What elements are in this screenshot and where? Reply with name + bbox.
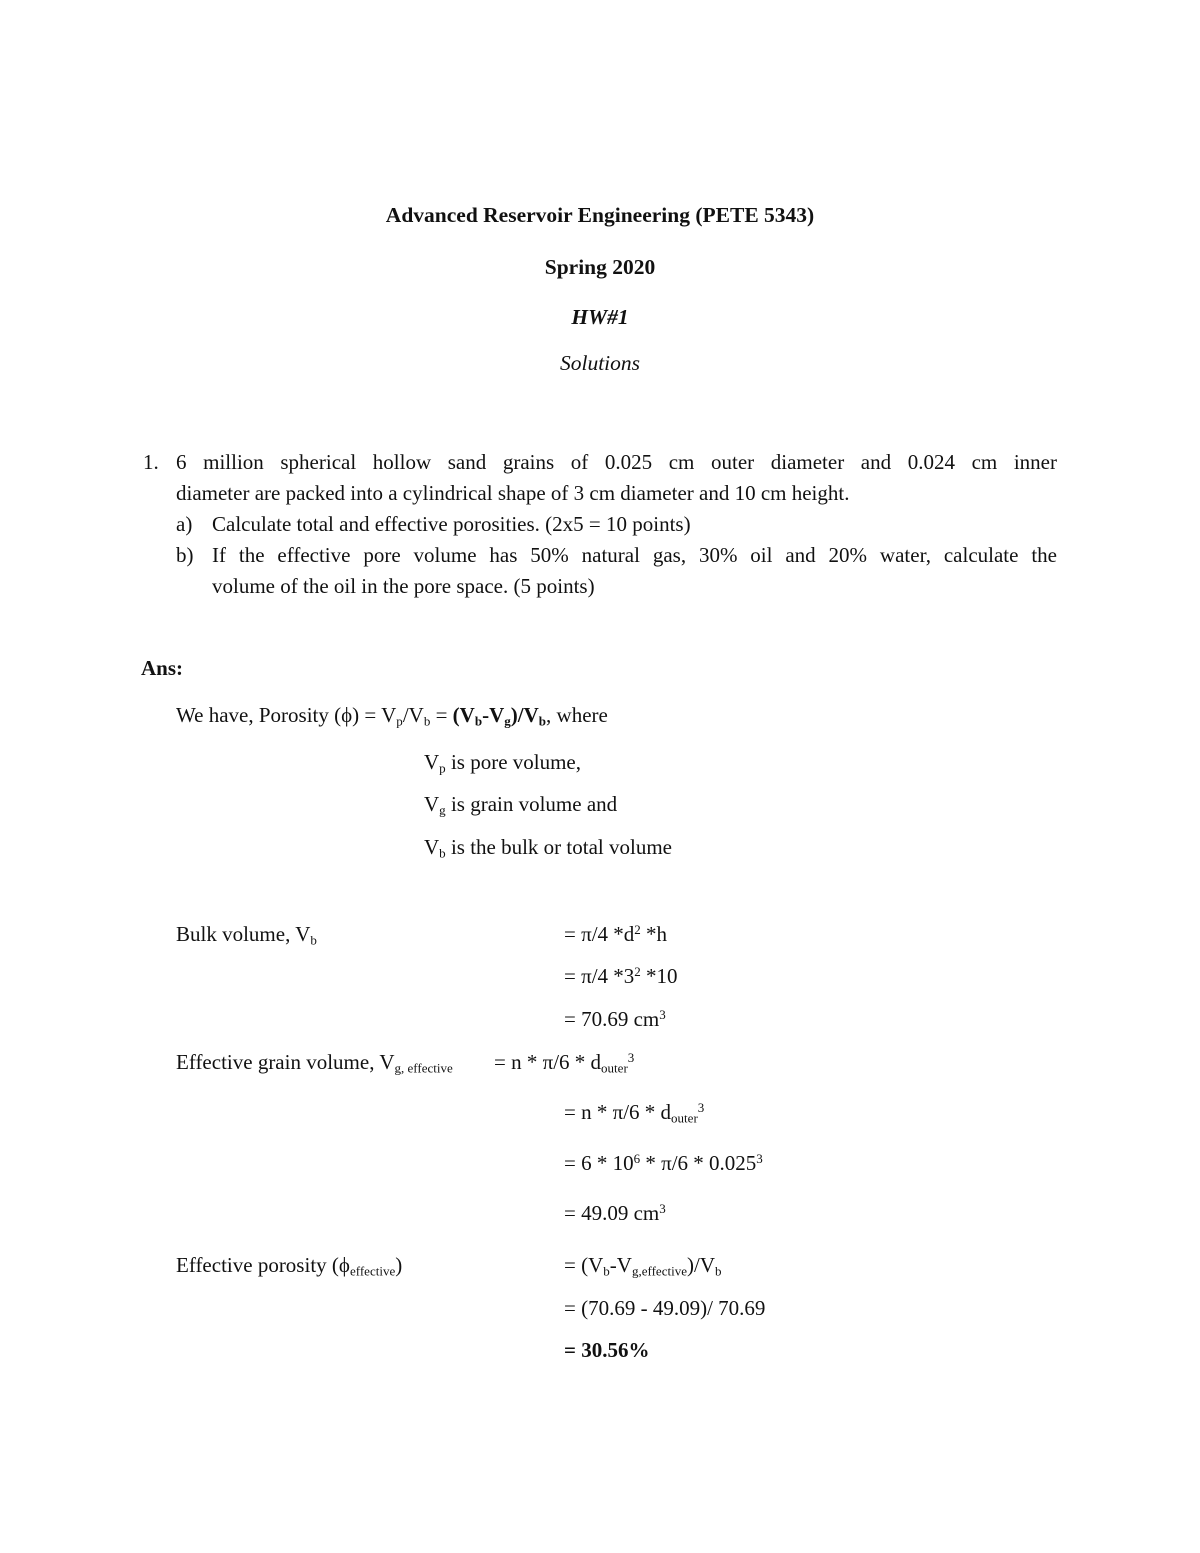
effective-porosity-step-2: = (70.69 - 49.09)/ 70.69 [564, 1296, 766, 1320]
question-line-2: diameter are packed into a cylindrical shape of 3 cm diameter and 10 cm height. [176, 481, 850, 505]
grain-volume-step-2: = n * $\pi/6 * d_{outer}^3$ [564, 1099, 705, 1126]
part-b-label: b) [176, 543, 194, 567]
question-number: 1. [143, 450, 159, 474]
homework-number: HW#1 [571, 305, 629, 329]
part-b-line-2: volume of the oil in the pore space. (5 points) [212, 574, 595, 598]
effective-porosity-label: Effective porosity $(\phi_{effective})$ [176, 1253, 403, 1279]
part-a-text: Calculate total and effective porosities. (2x5 = 10 points) [212, 512, 691, 536]
grain-volume-result: = 49.09 $cm^3$ [564, 1200, 666, 1225]
bulk-volume-step-1: = π/4 $*d^2$ *h [564, 921, 668, 946]
document-title: Advanced Reservoir Engineering (PETE 5343) [385, 203, 815, 227]
part-b-line-1: If the effective pore volume has 50% natural gas, 30% oil and 20% water, calculate the [212, 543, 1057, 567]
grain-volume-step-1: = n * $\pi/6 * d_{outer}^3$ [494, 1049, 635, 1076]
bulk-volume-result: = 70.69 $cm^3$ [564, 1006, 666, 1031]
effective-porosity-result: = 30.56% [564, 1338, 650, 1362]
definition-bulk-volume: $V_b$ is the bulk or total volume [424, 835, 672, 861]
definition-pore-volume: $V_p$ is pore volume, [424, 750, 581, 776]
question-line-1: 6 million spherical hollow sand grains of 0.025 cm outer diameter and 0.024 cm inner [176, 450, 1057, 474]
porosity-definition: We have, Porosity $(\phi) = V_p/V_b = (V_b-V_g)/V_b$, where [176, 703, 608, 729]
grain-volume-label: Effective grain volume, $V_{g, effective}$ [176, 1050, 453, 1076]
effective-porosity-step-1: = $(V_b-V_{g,effective})/V_b$ [564, 1253, 722, 1279]
grain-volume-step-3: = $6 * 10^6 * \pi/6 * 0.025^3$ [564, 1150, 763, 1175]
bulk-volume-label: Bulk volume, $V_b$ [176, 922, 317, 948]
bulk-volume-step-2: = π/4 $*3^2$ *10 [564, 963, 678, 988]
part-a-label: a) [176, 512, 193, 536]
definition-grain-volume: $V_g$ is grain volume and [424, 792, 618, 818]
answer-heading: Ans: [141, 656, 184, 680]
semester: Spring 2020 [544, 255, 656, 279]
document-subtitle: Solutions [559, 351, 641, 375]
